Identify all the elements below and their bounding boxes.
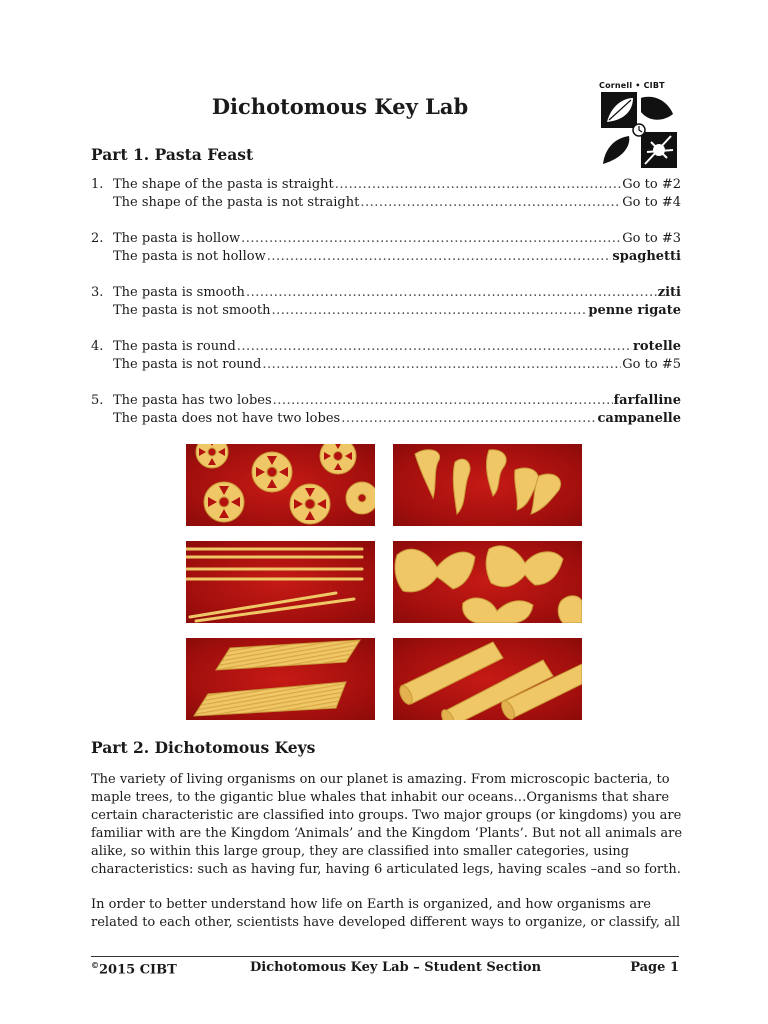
key-step-5 [91, 392, 681, 428]
footer-divider [91, 956, 679, 957]
key-line [91, 230, 681, 248]
page-title-text: Dichotomous Key Lab [211, 94, 469, 119]
key-line [91, 248, 681, 266]
key-line [91, 410, 681, 428]
ziti-image [393, 638, 582, 720]
key-step-4 [91, 338, 681, 374]
part1-heading: Part 1. Pasta Feast [91, 145, 254, 164]
key-text: The shape of the pasta is not straight [113, 195, 360, 210]
key-line [91, 392, 681, 410]
leader-dots [341, 410, 596, 428]
leader-dots [267, 248, 612, 266]
key-result: Go to #3 [622, 231, 681, 246]
footer-document-title: Dichotomous Key Lab – Student Section [250, 960, 542, 975]
step-number: 1. [91, 177, 104, 192]
leader-dots [241, 230, 621, 248]
key-result: Go to #4 [622, 195, 681, 210]
cornell-cibt-logo [599, 81, 679, 171]
page-title [0, 94, 680, 119]
key-text: The pasta is smooth [113, 285, 245, 300]
step-number: 2. [91, 231, 104, 246]
key-result: Go to #2 [622, 177, 681, 192]
key-step-1 [91, 176, 681, 212]
logo-text: Cornell • CIBT [599, 81, 665, 90]
leader-dots [335, 176, 622, 194]
key-text: The pasta has two lobes [113, 393, 272, 408]
key-step-3 [91, 284, 681, 320]
key-line [91, 194, 681, 212]
key-text: The pasta is not smooth [113, 303, 271, 318]
campanelle-image [393, 444, 582, 526]
footer-copyright-text: 2015 CIBT [99, 962, 177, 978]
key-line [91, 356, 681, 374]
step-number: 5. [91, 393, 104, 408]
key-text: The pasta is round [113, 339, 236, 354]
farfalline-image [393, 541, 582, 623]
key-line [91, 176, 681, 194]
pasta-image-grid [186, 444, 582, 720]
dichotomous-key-list [91, 176, 681, 446]
key-line [91, 284, 681, 302]
leader-dots [262, 356, 621, 374]
key-result: rotelle [633, 339, 681, 354]
key-text: The pasta does not have two lobes [113, 411, 341, 426]
leader-dots [272, 302, 588, 320]
copyright-symbol: © [91, 960, 99, 970]
key-line [91, 302, 681, 320]
leader-dots [237, 338, 632, 356]
intro-paragraph: The variety of living organisms on our planet is amazing. From microscopic bacteria, to maple trees, to the gigantic blue whales that inhabit our oceans…Organisms that share certain characteristic are classified into groups. Two major groups (or kingdoms) you are familiar with are the Kingdom ‘Animals’ and the Kingdom ‘Plants’. But not all animals are alike, so within this large group, they are classified into smaller categories, using characteristics: such as having fur, having 6 articulated legs, having scales –and so forth. [91, 772, 683, 877]
logo-graphic [601, 92, 677, 168]
spaghetti-image [186, 541, 375, 623]
key-text: The shape of the pasta is straight [113, 177, 334, 192]
key-text: The pasta is not round [113, 357, 262, 372]
leader-dots [360, 194, 621, 212]
key-result: spaghetti [612, 249, 681, 264]
key-result: farfalline [613, 393, 681, 408]
key-result: penne rigate [588, 303, 681, 318]
leader-dots [273, 392, 613, 410]
step-number: 4. [91, 339, 104, 354]
key-result: campanelle [597, 411, 681, 426]
page-footer [91, 960, 679, 980]
footer-page-number: Page 1 [630, 960, 679, 975]
key-line [91, 338, 681, 356]
key-result: ziti [657, 285, 681, 300]
key-step-2 [91, 230, 681, 266]
part2-heading: Part 2. Dichotomous Keys [91, 738, 316, 757]
key-text: The pasta is hollow [113, 231, 241, 246]
step-number: 3. [91, 285, 104, 300]
penne-rigate-image [186, 638, 375, 720]
rotelle-image [186, 444, 375, 526]
classification-paragraph: In order to better understand how life on Earth is organized, and how organisms are related to each other, scientists have developed different ways to organize, or classify, all [91, 897, 681, 930]
footer-copyright [91, 960, 177, 977]
key-text: The pasta is not hollow [113, 249, 266, 264]
key-result: Go to #5 [622, 357, 681, 372]
leader-dots [246, 284, 657, 302]
